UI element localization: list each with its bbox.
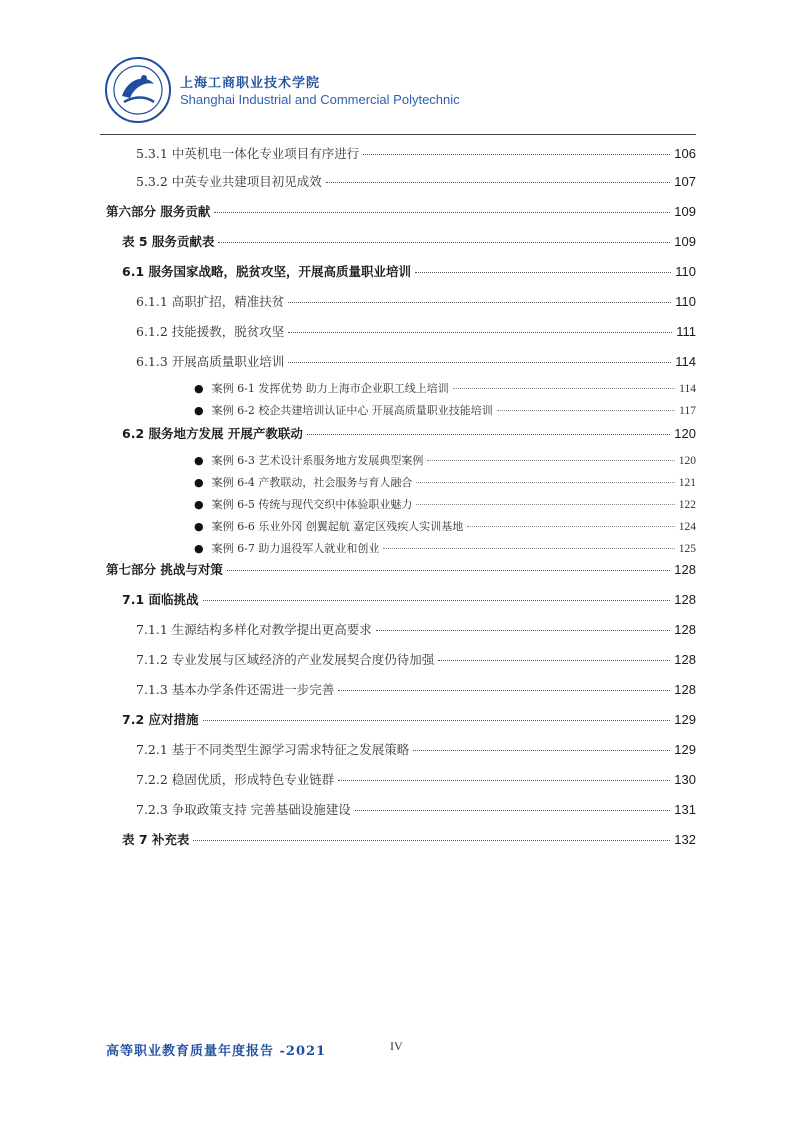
toc-entry-label: 6.1 服务国家战略，脱贫攻坚，开展高质量职业培训 [122, 264, 411, 279]
bullet-icon: ● [194, 476, 204, 489]
dot-leader [497, 410, 675, 411]
toc-entry-label: 7.1.3 基本办学条件还需进一步完善 [136, 682, 335, 697]
dot-leader [338, 780, 670, 781]
toc-entry-page: 109 [674, 204, 696, 219]
toc-entry-page: 122 [678, 499, 696, 511]
toc-entry-page: 131 [674, 802, 696, 817]
toc-entry-page: 106 [674, 146, 696, 161]
toc-entry-label: 第六部分 服务贡献 [106, 204, 211, 219]
dot-leader [416, 504, 674, 505]
toc-entry[interactable] [136, 650, 696, 672]
toc-entry[interactable] [136, 770, 696, 792]
toc-entry[interactable] [136, 322, 696, 344]
dot-leader [307, 434, 670, 435]
dot-leader [383, 548, 674, 549]
toc-entry-page: 110 [675, 264, 696, 279]
bullet-icon: ● [194, 454, 204, 467]
toc-entry-label: 6.1.1 高职扩招，精准扶贫 [136, 294, 285, 309]
toc-entry[interactable] [136, 144, 696, 166]
toc-entry-label: 7.1.2 专业发展与区域经济的产业发展契合度仍待加强 [136, 652, 435, 667]
dot-leader [355, 810, 671, 811]
school-name-cn: 上海工商职业技术学院 [180, 76, 321, 91]
toc-entry-label: 案例 6-5 传统与现代交织中体验职业魅力 [211, 498, 413, 511]
dot-leader [288, 362, 671, 363]
toc-entry-page: 124 [678, 521, 696, 533]
toc-entry-label: 案例 6-3 艺术设计系服务地方发展典型案例 [211, 454, 424, 467]
toc-entry-page: 128 [674, 622, 696, 637]
toc-entry-label: 案例 6-6 乐业外冈 创翼起航 嘉定区残疾人实训基地 [211, 520, 464, 533]
toc-entry[interactable] [136, 620, 696, 642]
toc-entry[interactable] [106, 202, 696, 224]
toc-entry[interactable] [194, 452, 696, 474]
dot-leader [413, 750, 670, 751]
dot-leader [218, 242, 670, 243]
toc-entry-page: 121 [678, 477, 696, 489]
toc-entry[interactable] [194, 380, 696, 402]
toc-entry-label: 5.3.2 中英专业共建项目初见成效 [136, 174, 322, 189]
toc-entry-label: 6.1.2 技能援教，脱贫攻坚 [136, 324, 285, 339]
toc-entry-label: 7.2.2 稳固优质，形成特色专业链群 [136, 772, 335, 787]
toc-entry[interactable] [122, 710, 696, 732]
toc-entry-page: 117 [679, 405, 696, 417]
toc-entry-label: 案例 6-1 发挥优势 助力上海市企业职工线上培训 [211, 382, 449, 395]
toc-entry-label: 案例 6-4 产教联动，社会服务与育人融合 [211, 476, 413, 489]
dot-leader [203, 600, 671, 601]
dot-leader [338, 690, 670, 691]
bullet-icon: ● [194, 382, 204, 395]
toc-entry[interactable] [136, 740, 696, 762]
toc-entry-label: 第七部分 挑战与对策 [106, 562, 223, 577]
toc-entry-label: 表 7 补充表 [122, 832, 190, 847]
toc-entry-page: 125 [678, 543, 696, 555]
toc-entry-page: 130 [674, 772, 696, 787]
dot-leader [214, 212, 670, 213]
toc-entry[interactable] [136, 800, 696, 822]
toc-entry-label: 7.2.1 基于不同类型生源学习需求特征之发展策略 [136, 742, 410, 757]
toc-entry[interactable] [122, 232, 696, 254]
dot-leader [438, 660, 670, 661]
toc-entry-page: 120 [674, 426, 696, 441]
toc-entry[interactable] [136, 172, 696, 194]
dot-leader [415, 272, 671, 273]
toc-entry[interactable] [122, 590, 696, 612]
toc-entry-page: 110 [675, 294, 696, 309]
bullet-icon: ● [194, 542, 204, 555]
toc-entry-page: 128 [674, 592, 696, 607]
toc-entry-label: 6.2 服务地方发展 开展产教联动 [122, 426, 303, 441]
dot-leader [427, 460, 674, 461]
toc-entry-page: 129 [674, 712, 696, 727]
dot-leader [363, 154, 670, 155]
toc-entry[interactable] [122, 424, 696, 446]
toc-entry-label: 5.3.1 中英机电一体化专业项目有序进行 [136, 146, 360, 161]
toc-entry-label: 表 5 服务贡献表 [122, 234, 215, 249]
dot-leader [326, 182, 671, 183]
toc-entry-label: 6.1.3 开展高质量职业培训 [136, 354, 285, 369]
toc-entry-label: 7.1 面临挑战 [122, 592, 199, 607]
toc-entry-label: 7.2 应对措施 [122, 712, 199, 727]
report-title: 高等职业教育质量年度报告 -2021 [106, 1044, 327, 1059]
toc-entry-label: 案例 6-7 助力退役军人就业和创业 [211, 542, 380, 555]
toc-entry-page: 129 [674, 742, 696, 757]
toc-entry-page: 114 [679, 383, 696, 395]
dot-leader [376, 630, 671, 631]
toc-entry-page: 107 [674, 174, 696, 189]
toc-entry-page: 132 [674, 832, 696, 847]
bullet-icon: ● [194, 498, 204, 511]
dot-leader [416, 482, 674, 483]
dot-leader [227, 570, 670, 571]
dot-leader [453, 388, 675, 389]
toc-entry-label: 7.2.3 争取政策支持 完善基础设施建设 [136, 802, 351, 817]
dot-leader [193, 840, 670, 841]
header-divider [100, 134, 696, 135]
dot-leader [288, 302, 671, 303]
dot-leader [203, 720, 671, 721]
toc-entry[interactable] [136, 680, 696, 702]
school-emblem-icon [104, 56, 172, 124]
toc-entry[interactable] [194, 496, 696, 518]
toc-entry-page: 128 [674, 682, 696, 697]
toc-entry[interactable] [122, 830, 696, 852]
toc-entry-page: 114 [675, 354, 696, 369]
toc-entry-page: 120 [678, 455, 696, 467]
toc-entry-page: 111 [676, 324, 696, 339]
toc-entry-page: 128 [674, 562, 696, 577]
bullet-icon: ● [194, 404, 204, 417]
toc-entry[interactable] [194, 402, 696, 424]
toc-entry[interactable] [194, 474, 696, 496]
bullet-icon: ● [194, 520, 204, 533]
toc-entry[interactable] [136, 292, 696, 314]
page-header [100, 48, 696, 134]
toc-entry-label: 案例 6-2 校企共建培训认证中心 开展高质量职业技能培训 [211, 404, 493, 417]
school-name-en: Shanghai Industrial and Commercial Polytechnic [180, 92, 460, 107]
toc-entry[interactable] [122, 262, 696, 284]
page-number: IV [390, 1039, 403, 1053]
toc-entry-page: 109 [674, 234, 696, 249]
toc-entry[interactable] [194, 540, 696, 562]
toc-entry[interactable] [106, 560, 696, 582]
toc-entry[interactable] [194, 518, 696, 540]
dot-leader [467, 526, 674, 527]
toc-entry[interactable] [136, 352, 696, 374]
toc-entry-page: 128 [674, 652, 696, 667]
toc-entry-label: 7.1.1 生源结构多样化对教学提出更高要求 [136, 622, 372, 637]
dot-leader [288, 332, 672, 333]
